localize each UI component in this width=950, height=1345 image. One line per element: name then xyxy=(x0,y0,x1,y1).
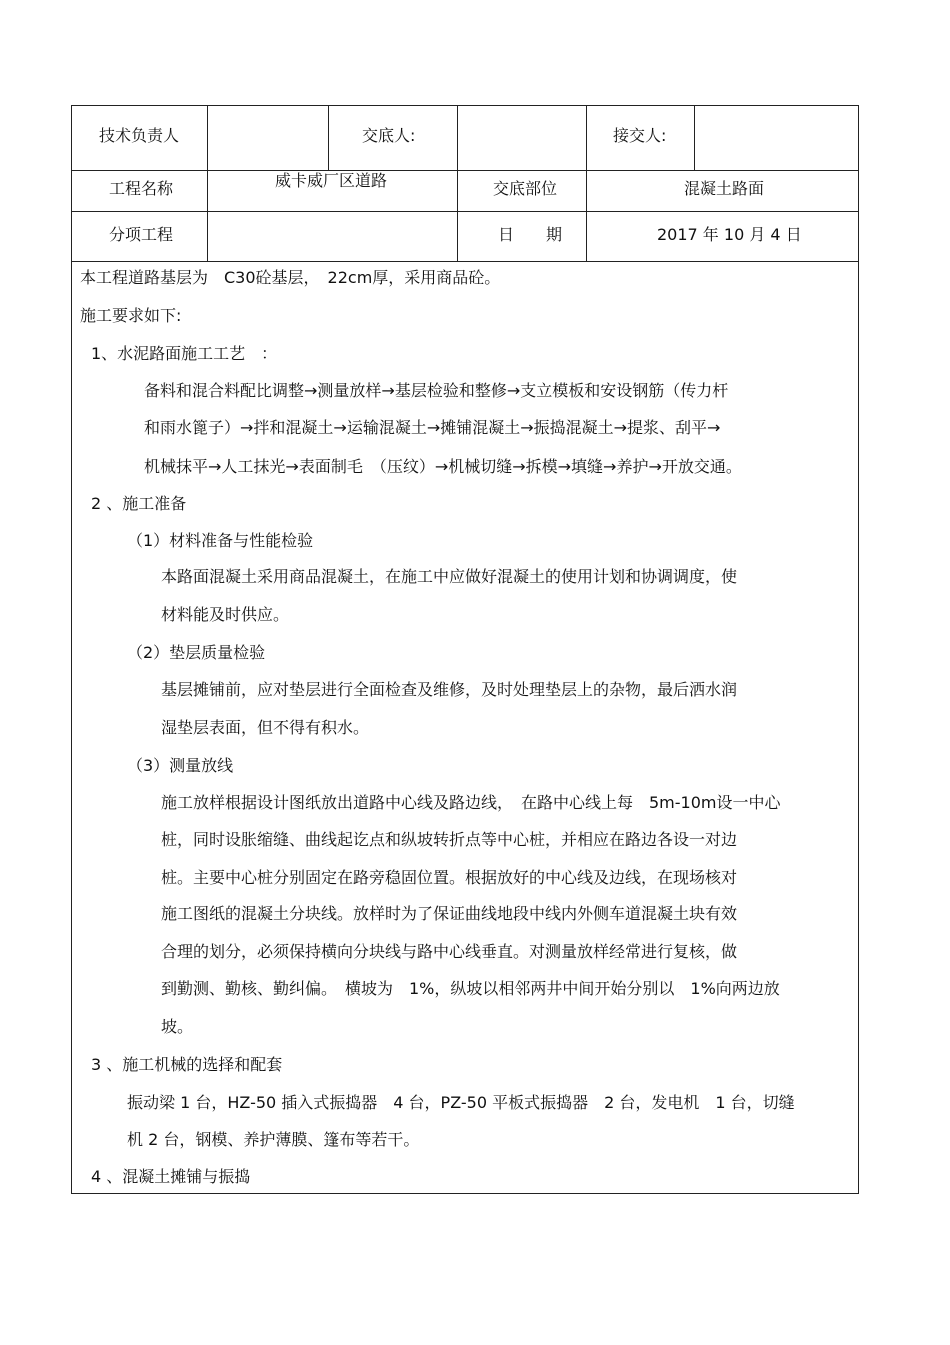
paragraph-line: 振动梁 1 台，HZ-50 插入式振捣器 4 台，PZ-50 平板式振捣器 2 台，发电机 1 台，切缝 xyxy=(127,1093,795,1112)
paragraph-line: 机械抹平→人工抹光→表面制毛 （压纹）→机械切缝→拆模→填缝→养护→开放交通。 xyxy=(144,457,742,476)
paragraph-line: 坡。 xyxy=(161,1017,194,1036)
col-divider-1 xyxy=(207,106,208,261)
paragraph-line: 备料和混合料配比调整→测量放样→基层检验和整修→支立模板和安设钢筋（传力杆 xyxy=(144,381,729,400)
content-block xyxy=(71,261,859,1194)
row-divider-2 xyxy=(72,211,858,212)
subsection-1-heading: （1）材料准备与性能检验 xyxy=(127,531,314,550)
col-divider-5 xyxy=(694,106,695,170)
col-divider-3 xyxy=(457,106,458,261)
paragraph-line: 施工图纸的混凝土分块线。放样时为了保证曲线地段中线内外侧车道混凝土块有效 xyxy=(161,904,738,923)
header-table xyxy=(71,105,859,262)
paragraph-line: 机 2 台，钢模、养护薄膜、篷布等若干。 xyxy=(127,1130,420,1149)
part-value: 混凝土路面 xyxy=(684,179,765,198)
paragraph-line: 本路面混凝土采用商品混凝土，在施工中应做好混凝土的使用计划和协调调度，使 xyxy=(161,567,738,586)
handover-label: 交底人: xyxy=(362,126,416,145)
intro-line: 本工程道路基层为 C30砼基层， 22cm厚，采用商品砼。 xyxy=(80,268,501,287)
paragraph-line: 施工放样根据设计图纸放出道路中心线及路边线， 在路中心线上每 5m-10m设一中心 xyxy=(161,793,781,812)
paragraph-line: 合理的划分，必须保持横向分块线与路中心线垂直。对测量放样经常进行复核，做 xyxy=(161,942,738,961)
requirements-heading: 施工要求如下: xyxy=(80,306,182,325)
date-label: 日 期 xyxy=(498,225,563,244)
paragraph-line: 到勤测、勤核、勤纠偏。 横坡为 1%，纵坡以相邻两井中间开始分别以 1%向两边放 xyxy=(161,979,780,998)
col-divider-2 xyxy=(328,106,329,170)
paragraph-line: 材料能及时供应。 xyxy=(161,605,290,624)
receiver-label: 接交人: xyxy=(613,126,667,145)
part-label: 交底部位 xyxy=(493,179,558,198)
subsection-3-heading: （3）测量放线 xyxy=(127,756,234,775)
section-4-heading: 4 、混凝土摊铺与振捣 xyxy=(91,1167,251,1186)
project-name-label: 工程名称 xyxy=(109,179,174,198)
section-3-heading: 3 、施工机械的选择和配套 xyxy=(91,1055,283,1074)
paragraph-line: 桩。主要中心桩分别固定在路旁稳固位置。根据放好的中心线及边线，在现场核对 xyxy=(161,868,738,887)
section-1-heading: 1、水泥路面施工工艺 ： xyxy=(91,344,278,363)
paragraph-line: 桩，同时设胀缩缝、曲线起讫点和纵坡转折点等中心桩，并相应在路边各设一对边 xyxy=(161,830,738,849)
section-2-heading: 2 、施工准备 xyxy=(91,494,187,513)
col-divider-4 xyxy=(586,106,587,261)
project-name-value: 威卡威厂区道路 xyxy=(275,171,388,190)
subsection-2-heading: （2）垫层质量检验 xyxy=(127,643,266,662)
paragraph-line: 和雨水篦子）→拌和混凝土→运输混凝土→摊铺混凝土→振捣混凝土→提浆、刮平→ xyxy=(144,418,721,437)
paragraph-line: 基层摊铺前，应对垫层进行全面检查及维修，及时处理垫层上的杂物，最后洒水润 xyxy=(161,680,738,699)
date-value: 2017 年 10 月 4 日 xyxy=(657,225,802,244)
sub-project-label: 分项工程 xyxy=(109,225,174,244)
tech-lead-label: 技术负责人 xyxy=(99,126,180,145)
paragraph-line: 湿垫层表面，但不得有积水。 xyxy=(161,718,370,737)
row-divider-1 xyxy=(72,170,858,171)
